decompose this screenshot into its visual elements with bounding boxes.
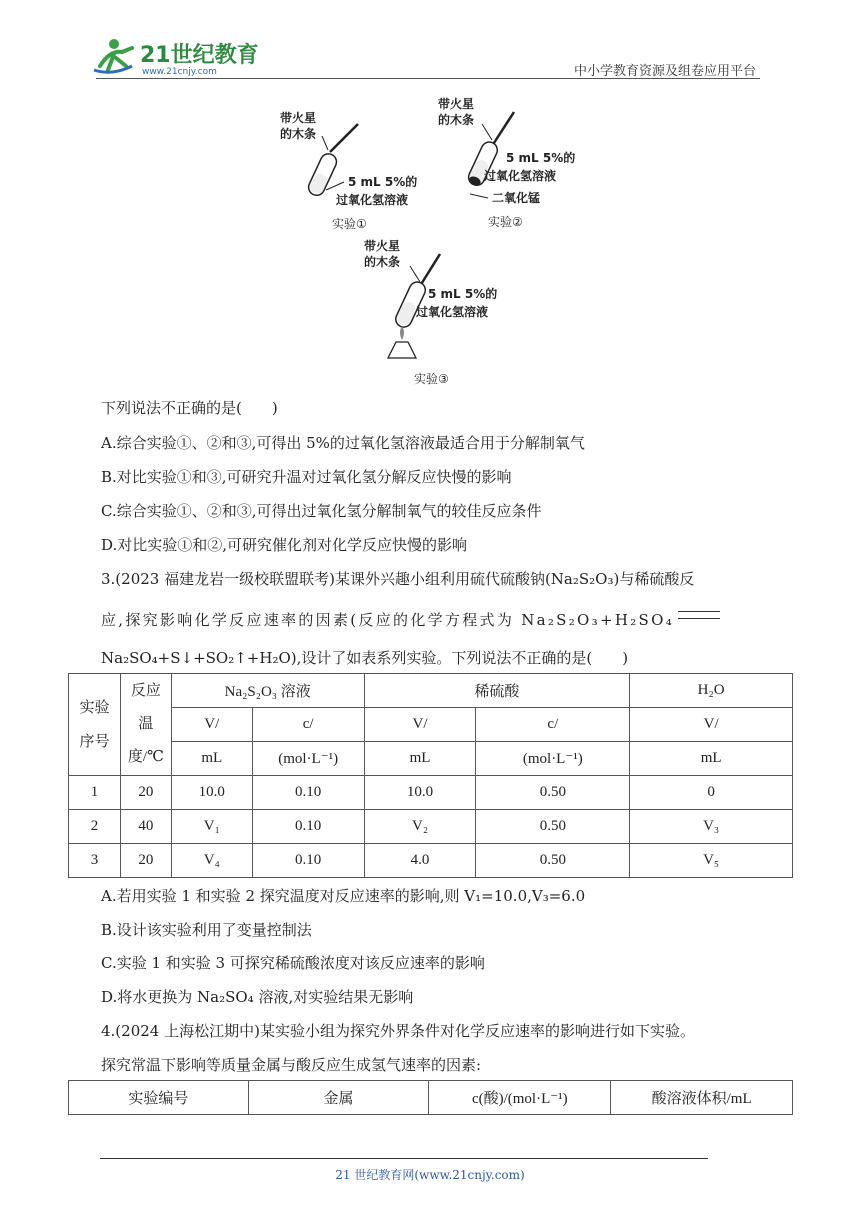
q3-data-table (68, 673, 793, 878)
th-v-unit: mL (364, 742, 476, 776)
q3-stem-line1: 3.(2023 福建龙岩一级校联盟联考)某课外兴趣小组利用硫代硫酸钠(Na₂S₂O₃)与稀硫酸反 (101, 570, 695, 588)
th-v-unit: mL (171, 742, 252, 776)
q4-data-table (68, 1080, 793, 1115)
cell: 10.0 (171, 776, 252, 810)
th-v-label: V/ (630, 708, 793, 742)
logo-url: www.21cnjy.com (142, 67, 217, 77)
exp1-stick-label-2: 的木条 (280, 127, 317, 141)
cell: 20 (120, 776, 171, 810)
cell: 4.0 (364, 844, 476, 878)
q3-option-d: D.将水更换为 Na₂SO₄ 溶液,对实验结果无影响 (101, 988, 414, 1006)
table-row (69, 810, 793, 844)
q3-option-a: A.若用实验 1 和实验 2 探究温度对反应速率的影响,则 V₁=10.0,V₃=6.0 (101, 887, 586, 905)
table-row (69, 844, 793, 878)
th-na2s2o3: Na₂S₂O₃ 溶液 (171, 674, 364, 708)
cell: 40 (120, 810, 171, 844)
header-divider (96, 78, 760, 79)
th-v-label: V/ (364, 708, 476, 742)
q2-stem: 下列说法不正确的是( ) (101, 399, 278, 417)
th-acid-volume: 酸溶液体积/mL (611, 1081, 793, 1115)
q3-stem-line3: Na₂SO₄+S↓+SO₂↑+H₂O),设计了如表系列实验。下列说法不正确的是( ) (101, 649, 629, 667)
q2-option-a: A.综合实验①、②和③,可得出 5%的过氧化氢溶液最适合用于分解制氧气 (101, 434, 585, 452)
exp2-caption: 实验② (488, 215, 523, 229)
q4-stem-line1: 4.(2024 上海松江期中)某实验小组为探究外界条件对化学反应速率的影响进行如下实验。 (101, 1022, 695, 1040)
exp3-stick-label-2: 的木条 (364, 255, 401, 269)
exp1-solution-2: 过氧化氢溶液 (336, 193, 409, 207)
experiment-2-diagram (438, 96, 575, 229)
th-v-label: V/ (171, 708, 252, 742)
th-water: H₂O (630, 674, 793, 708)
q3-option-c: C.实验 1 和实验 3 可探究稀硫酸浓度对该反应速率的影响 (101, 954, 485, 972)
exp3-stick-label-1: 带火星 (364, 239, 401, 253)
exp2-solution-2: 过氧化氢溶液 (484, 169, 557, 183)
cell: 0.50 (476, 776, 630, 810)
cell: 0.10 (252, 776, 364, 810)
th-exp-no: 实验编号 (69, 1081, 249, 1115)
q3-stem-line2-wrap (101, 610, 720, 630)
th-c-label: c/ (476, 708, 630, 742)
cell: V₂ (364, 810, 476, 844)
experiment-figure (270, 90, 600, 390)
th-v-unit: mL (630, 742, 793, 776)
th-temp: 反应 温 度/℃ (120, 674, 171, 776)
q2-option-b: B.对比实验①和③,可研究升温对过氧化氢分解反应快慢的影响 (101, 468, 512, 486)
site-logo (92, 36, 262, 78)
th-metal: 金属 (248, 1081, 429, 1115)
cell: 1 (69, 776, 121, 810)
cell: 0 (630, 776, 793, 810)
th-acid-conc: c(酸)/(mol·L⁻¹) (429, 1081, 611, 1115)
cell: 0.10 (252, 810, 364, 844)
q2-option-d: D.对比实验①和②,可研究催化剂对化学反应快慢的影响 (101, 536, 468, 554)
th-c-unit: (mol·L⁻¹) (476, 742, 630, 776)
table-header-row (69, 1081, 793, 1115)
exp2-catalyst: 二氧化锰 (492, 191, 541, 205)
cell: 2 (69, 810, 121, 844)
cell: 0.50 (476, 844, 630, 878)
cell: V₃ (630, 810, 793, 844)
experiment-3-diagram (364, 238, 497, 386)
header-platform-name: 中小学教育资源及组卷应用平台 (573, 64, 756, 79)
cell: 3 (69, 844, 121, 878)
logo-text: 21世纪教育 (140, 43, 259, 68)
th-c-unit: (mol·L⁻¹) (252, 742, 364, 776)
cell: 0.10 (252, 844, 364, 878)
th-acid: 稀硫酸 (364, 674, 630, 708)
cell: V₄ (171, 844, 252, 878)
exp1-stick-label-1: 带火星 (280, 111, 317, 125)
table-row (69, 776, 793, 810)
footer-divider (100, 1158, 708, 1159)
q4-stem-line2: 探究常温下影响等质量金属与酸反应生成氢气速率的因素: (101, 1056, 482, 1074)
experiment-1-diagram (280, 110, 417, 231)
cell: V₅ (630, 844, 793, 878)
exp2-stick-label-1: 带火星 (438, 97, 475, 111)
th-no: 实验 序号 (69, 674, 121, 776)
exp3-caption: 实验③ (414, 372, 449, 386)
exp1-caption: 实验① (332, 217, 367, 231)
exp2-stick-label-2: 的木条 (438, 113, 475, 127)
footer-text: 21 世纪教育网(www.21cnjy.com) (335, 1168, 525, 1182)
equation-equals-sign (678, 611, 720, 619)
cell: 0.50 (476, 810, 630, 844)
cell: 20 (120, 844, 171, 878)
cell: 10.0 (364, 776, 476, 810)
exp3-solution-2: 过氧化氢溶液 (416, 305, 489, 319)
exp2-solution-1: 5 mL 5%的 (506, 151, 576, 165)
exp3-solution-1: 5 mL 5%的 (428, 287, 498, 301)
q2-option-c: C.综合实验①、②和③,可得出过氧化氢分解制氧气的较佳反应条件 (101, 502, 542, 520)
cell: V₁ (171, 810, 252, 844)
q3-option-b: B.设计该实验利用了变量控制法 (101, 921, 312, 939)
q3-stem-line2: 应,探究影响化学反应速率的因素(反应的化学方程式为 Na₂S₂O₃+H₂SO₄ (101, 611, 675, 629)
th-c-label: c/ (252, 708, 364, 742)
exp1-solution-1: 5 mL 5%的 (348, 175, 418, 189)
